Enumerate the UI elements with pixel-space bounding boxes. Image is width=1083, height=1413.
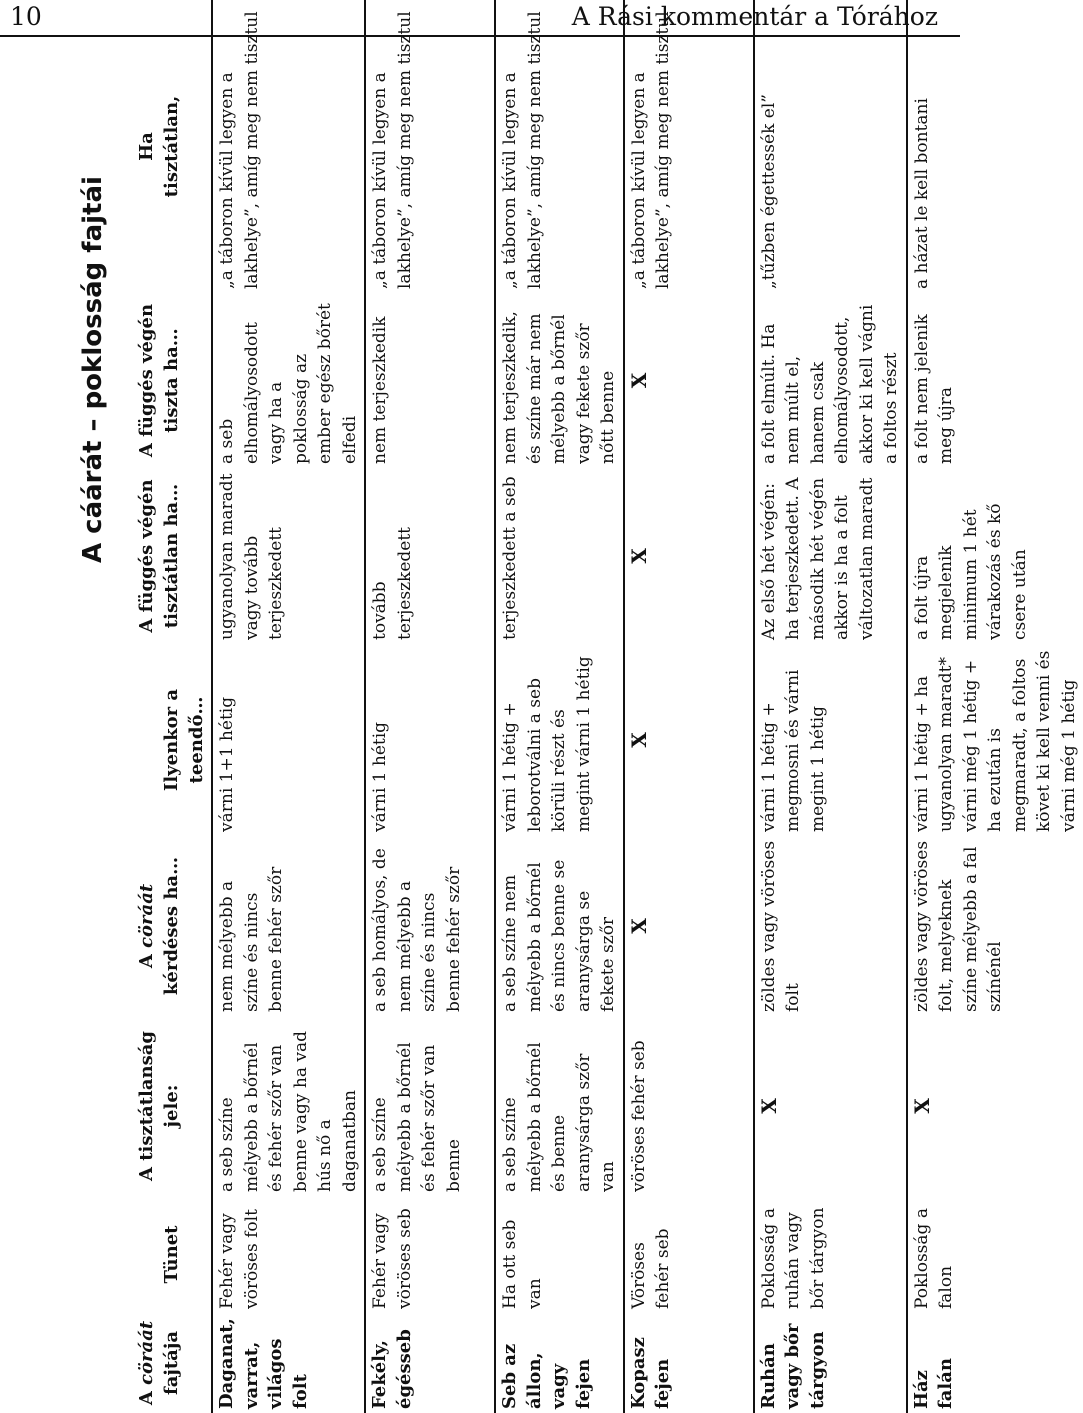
cell-action: várni 1 hétig + ha ugyanolyan maradt* várni még 1 hétig + ha ezután is megmaradt, a foltos követ ki kell venni és várni még 1 hétig <box>911 650 1079 832</box>
table-row <box>495 0 624 1413</box>
cell-sign: vöröses fehér seb <box>628 1040 649 1192</box>
cell-symptom: Fehér vagy vöröses seb <box>370 1208 415 1309</box>
cell-unclean-after: a folt újra megjelenik minimum 1 hét várakozás és kő csere után <box>911 503 1030 640</box>
cell-sign: X <box>756 1098 781 1114</box>
table-row <box>365 0 495 1413</box>
cell-type: Daganat, varrat, világos folt <box>216 1318 311 1409</box>
col-header-clean-after: A függés végén tiszta ha… <box>130 293 212 468</box>
col-header-action: Ilyenkor a teendő… <box>130 644 212 836</box>
cell-unclean-after: ugyanolyan maradt vagy tovább terjeszkedett <box>217 473 286 640</box>
cell-doubtful: a seb színe nem mélyebb a bőrnél és nincs benne se aranysárga se fekete szőr <box>500 859 618 1012</box>
cell-symptom: Vöröses fehér seb <box>628 1228 673 1309</box>
cell-type: Seb az állon, vagy fejen <box>499 1343 594 1409</box>
cell-clean-after: a folt elmúlt. Ha nem múlt el, hanem csak elhomályosodott, akkor ki kell vágni a foltos részt <box>758 304 901 464</box>
section-title: A cáárát – poklosság fajtái <box>78 176 108 563</box>
leprosy-table <box>130 0 1083 1413</box>
cell-type: Kopasz fejen <box>627 1337 673 1409</box>
table-row <box>624 0 754 1413</box>
running-title: A Rási kommentár a Tórához <box>571 2 938 31</box>
cell-symptom: Fehér vagy vöröses folt <box>217 1209 262 1309</box>
cell-unclean-after: Az első hét végén: ha terjeszkedett. A második hét végén akkor is ha a folt változatlan maradt <box>758 477 877 640</box>
table-row <box>754 0 907 1413</box>
cell-type: Ház falán <box>910 1358 956 1409</box>
cell-type: Ruhán vagy bőr tárgyon <box>757 1323 828 1409</box>
cell-clean-after: X <box>626 372 651 389</box>
cell-sign: X <box>909 1098 934 1114</box>
cell-if-unclean: „tűzben égettessék el” <box>758 94 779 289</box>
col-header-type: A cöráát fajtája <box>130 1313 212 1413</box>
cell-clean-after: nem terjeszkedik <box>370 316 390 464</box>
cell-unclean-after: terjeszkedett a seb <box>500 476 520 640</box>
cell-unclean-after: X <box>626 548 651 564</box>
col-header-sign: A tisztátlanság jele: <box>130 1016 212 1196</box>
table-row <box>212 0 365 1413</box>
col-header-unclean-after: A függés végén tisztátlan ha… <box>130 468 212 644</box>
cell-if-unclean: „a táboron kívül legyen a lakhelye”, amíg meg nem tisztul <box>217 11 262 289</box>
col-header-doubtful: A cöráát kérdéses ha… <box>130 836 212 1016</box>
cell-if-unclean: a házat le kell bontani <box>911 98 932 289</box>
cell-if-unclean: „a táboron kívül legyen a lakhelye”, amíg meg nem tisztul <box>370 11 415 289</box>
cell-action: várni 1 hétig + megmosni és várni megint 1 hétig <box>758 669 828 832</box>
cell-sign: a seb színe mélyebb a bőrnél és fehér szőr van benne vagy ha vad hús nő a daganatban <box>217 1030 360 1192</box>
cell-symptom: Poklosság a falon <box>911 1208 956 1309</box>
cell-unclean-after: tovább terjeszkedett <box>370 527 415 640</box>
cell-sign: a seb színe mélyebb a bőrnél és fehér szőr van benne <box>370 1042 464 1192</box>
header-row <box>130 0 212 1413</box>
cell-action: várni 1 hétig <box>370 721 390 832</box>
cell-clean-after: a seb elhomályosodott vagy ha a poklosság az ember egész bőrét elfedi <box>217 303 360 464</box>
col-header-if-unclean: Ha tisztátlan, <box>130 0 212 293</box>
cell-clean-after: a folt nem jelenik meg újra <box>911 314 956 464</box>
page-number: 10 <box>10 2 42 31</box>
cell-type: Fekély, égésseb <box>369 1329 415 1409</box>
cell-symptom: Poklosság a ruhán vagy bőr tárgyon <box>758 1207 828 1309</box>
cell-if-unclean: „a táboron kívül legyen a lakhelye”, amíg meg nem tisztul <box>628 11 673 289</box>
cell-clean-after: nem terjeszkedik, és színe már nem mélyebb a bőrnél vagy fekete szőr nőtt benne <box>500 311 618 464</box>
cell-action: várni 1+1 hétig <box>217 696 237 832</box>
table-row <box>907 0 1083 1413</box>
cell-doubtful: zöldes vagy vöröses folt <box>758 840 803 1012</box>
cell-doubtful: a seb homályos, de nem mélyebb a színe és nincs benne fehér szőr <box>370 848 464 1012</box>
cell-symptom: Ha ott seb van <box>500 1219 545 1309</box>
cell-doubtful: X <box>626 918 651 934</box>
cell-action: várni 1 hétig + leborotválni a seb körüli részt és megint várni 1 hétig <box>500 656 594 832</box>
cell-sign: a seb színe mélyebb a bőrnél és benne aranysárga szőr van <box>500 1042 618 1192</box>
col-header-symptom: Tünet <box>130 1196 212 1313</box>
cell-doubtful: zöldes vagy vöröses folt, melyeknek színe mélyebb a fal színénél <box>911 840 1005 1012</box>
cell-action: X <box>626 732 651 748</box>
cell-if-unclean: „a táboron kívül legyen a lakhelye”, amíg meg nem tisztul <box>500 11 545 289</box>
cell-doubtful: nem mélyebb a színe és nincs benne fehér szőr <box>217 866 286 1012</box>
